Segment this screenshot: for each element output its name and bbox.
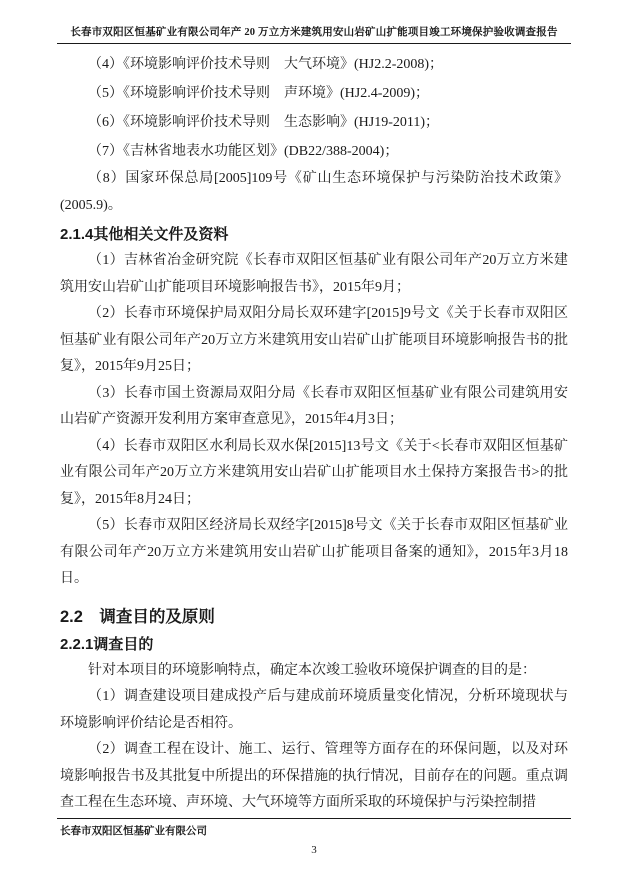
section-heading-2-1-4: 2.1.4其他相关文件及资料 <box>60 226 229 243</box>
reference-item-6: （6）《环境影响评价技术导则 生态影响》(HJ19-2011)； <box>88 115 440 130</box>
document-item-4: （4）长春市双阳区水利局长双水保[2015]13号文《关于<长春市双阳区恒基矿业有限公司年产20万立方米建筑用安山岩矿山扩能项目水土保持方案报告书>的批复》，2015年8月24日； <box>60 438 568 507</box>
page-number: 3 <box>311 844 317 856</box>
reference-item-4: （4）《环境影响评价技术导则 大气环境》(HJ2.2-2008)； <box>88 57 444 72</box>
running-header-title: 长春市双阳区恒基矿业有限公司年产 20 万立方米建筑用安山岩矿山扩能项目竣工环境保护验收调查报告 <box>70 27 558 38</box>
footer-rule <box>57 818 571 819</box>
section-heading-2-2-1: 2.2.1调查目的 <box>60 635 154 653</box>
page-header <box>57 24 571 44</box>
footer-company-name: 长春市双阳区恒基矿业有限公司 <box>60 826 207 837</box>
reference-item-8: （8）国家环保总局[2005]109号《矿山生态环境保护与污染防治技术政策》(2005.9)。 <box>60 171 568 213</box>
document-item-2: （2）长春市环境保护局双阳分局长双环建字[2015]9号文《关于长春市双阳区恒基矿业有限公司年产20万立方米建筑用安山岩矿山扩能项目环境影响报告书的批复》，2015年9月25日； <box>60 306 568 374</box>
section-heading-2-2: 2.2 调查目的及原则 <box>60 607 215 626</box>
purpose-intro-paragraph: 针对本项目的环境影响特点，确定本次竣工验收环境保护调查的目的是： <box>88 662 536 678</box>
document-item-5: （5）长春市双阳区经济局长双经字[2015]8号文《关于长春市双阳区恒基矿业有限公司年产20万立方米建筑用安山岩矿山扩能项目备案的通知》，2015年3月18日。 <box>60 518 568 586</box>
document-item-1: （1）吉林省冶金研究院《长春市双阳区恒基矿业有限公司年产20万立方米建筑用安山岩矿山扩能项目环境影响报告书》，2015年9月； <box>60 253 568 295</box>
document-body <box>60 50 568 817</box>
document-item-3: （3）长春市国土资源局双阳分局《长春市双阳区恒基矿业有限公司建筑用安山岩矿产资源开发利用方案审查意见》，2015年4月3日； <box>60 385 568 427</box>
reference-item-5: （5）《环境影响评价技术导则 声环境》(HJ2.4-2009)； <box>88 86 430 101</box>
purpose-item-2: （2）调查工程在设计、施工、运行、管理等方面存在的环保问题，以及对环境影响报告书及其批复中所提出的环保措施的执行情况，目前存在的问题。重点调查工程在生态环境、声环境、大气环境等方面所采取的环境保护与污染控制措 <box>60 742 568 810</box>
purpose-item-1: （1）调查建设项目建成投产后与建成前环境质量变化情况，分析环境现状与环境影响评价结论是否相符。 <box>60 689 568 731</box>
header-rule <box>57 43 571 44</box>
reference-item-7: （7）《吉林省地表水功能区划》(DB22/388-2004)； <box>88 144 399 159</box>
